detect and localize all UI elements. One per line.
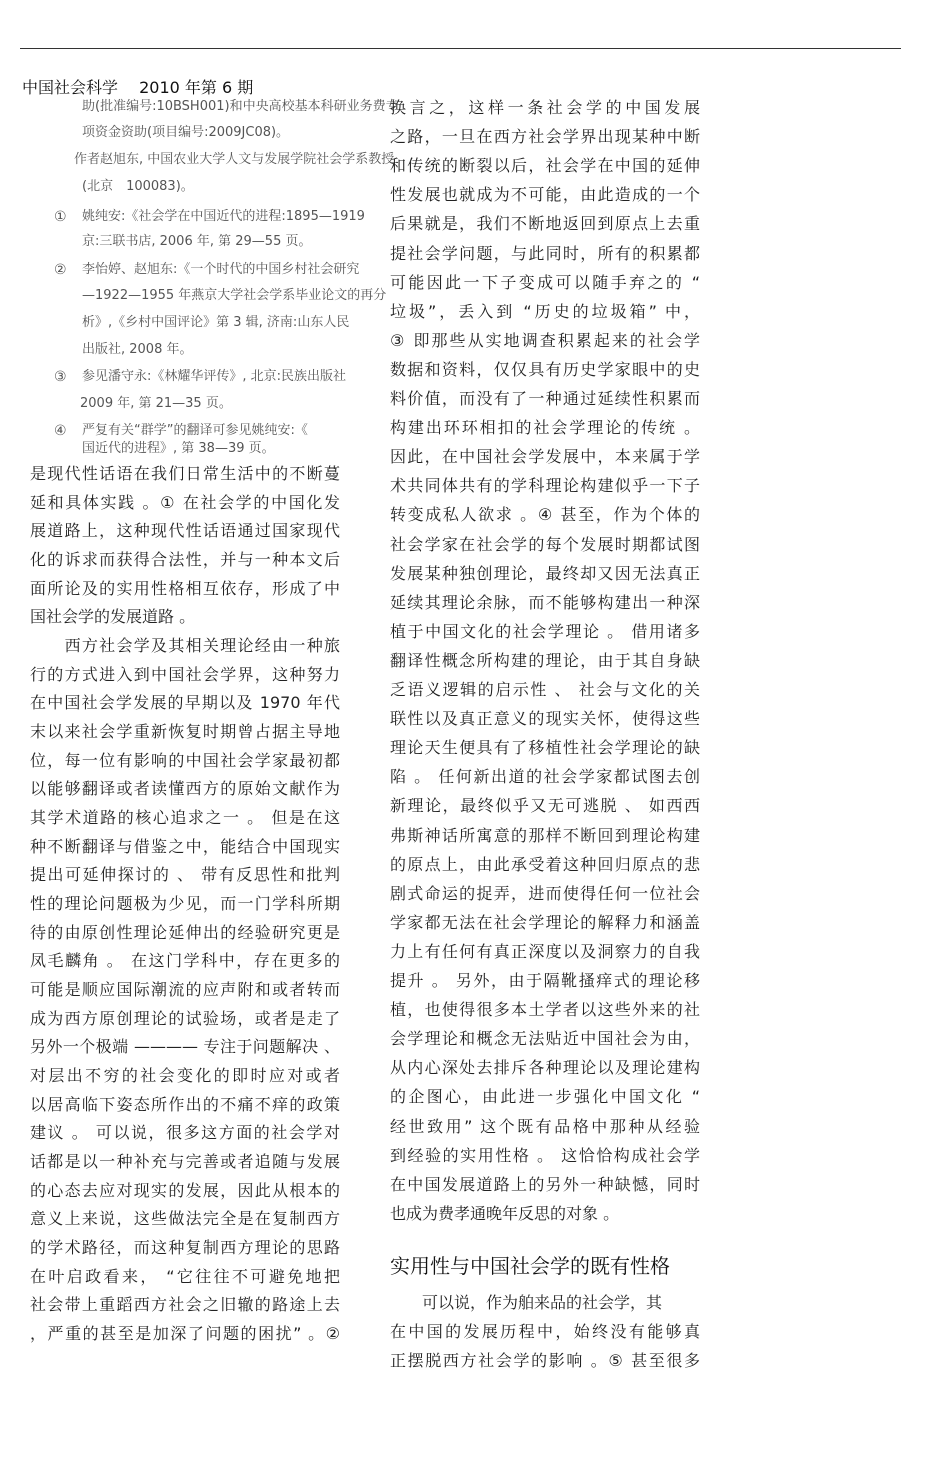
body-text-line: 垃圾”，丢入到 “历史的垃圾箱” 中， [390, 301, 700, 321]
body-text-line: 西方社会学及其相关理论经由一种旅 [30, 636, 340, 656]
body-text-line: 以居高临下姿态所作出的不痛不痒的政策 [30, 1094, 340, 1114]
body-text-line: ③ 即那些从实地调查积累起来的社会学 [390, 330, 700, 350]
body-text-line: 社会带上重蹈西方社会之旧辙的路途上去 [30, 1295, 340, 1315]
footnote-funding-line: 项资金资助(项目编号:2009JC08)。 [82, 125, 290, 140]
body-text-line: 因此，在中国社会学发展中，本来属于学 [390, 447, 700, 467]
body-text-line: 正摆脱西方社会学的影响 。⑤ 甚至很多 [390, 1351, 700, 1370]
body-text-line: 话都是以一种补充与完善或者追随与发展 [30, 1152, 340, 1172]
body-text-line: 植于中国文化的社会学理论 。 借用诸多 [390, 621, 700, 641]
footnote-line: 京:三联书店, 2006 年, 第 29—55 页。 [82, 234, 312, 249]
top-rule [20, 48, 901, 49]
body-text-line: 面所论及的实用性格相互依存，形成了中 [30, 578, 340, 598]
body-text-line: 在中国的发展历程中，始终没有能够真 [390, 1322, 700, 1341]
body-text-line: 后果就是，我们不断地返回到原点上去重 [390, 214, 700, 234]
body-text-line: 可以说，作为舶来品的社会学，其 [390, 1293, 663, 1312]
body-text-line: 理论天生便具有了移植性社会学理论的缺 [390, 738, 700, 758]
body-text-line: 其学术道路的核心追求之一 。 但是在这 [30, 808, 340, 828]
body-text-line: 待的由原创性理论延伸出的经验研究更是 [30, 922, 340, 942]
body-text-line: 行的方式进入到中国社会学界，这种努力 [30, 664, 340, 684]
body-text-line: 延续其理论余脉，而不能够构建出一种深 [390, 592, 700, 612]
running-header [22, 75, 253, 98]
body-text-line: 性发展也就成为不可能，由此造成的一个 [390, 185, 700, 205]
body-text-line: 术共同体共有的学科理论构建似乎一下子 [390, 476, 700, 496]
footnote-line: 参见潘守永:《林耀华评传》, 北京:民族出版社 [82, 369, 347, 384]
body-text-line: 提出可延伸探讨的 、 带有反思性和批判 [30, 865, 340, 885]
body-text-line: 末以来社会学重新恢复时期曾占据主导地 [30, 722, 340, 742]
footnote-number: ④ [54, 423, 67, 439]
body-text-line: 之路，一旦在西方社会学界出现某种中断 [390, 127, 700, 147]
body-text-line: 经世致用” 这个既有品格中那种从经验 [390, 1116, 700, 1136]
body-text-line: 从内心深处去排斥各种理论以及理论建构 [390, 1058, 700, 1078]
body-text-line: 料价值，而没有了一种通过延续性积累而 [390, 389, 700, 408]
body-text-line: 换言之，这样一条社会学的中国发展 [390, 98, 700, 117]
body-text-line: 成为西方原创理论的试验场，或者是走了 [30, 1008, 340, 1028]
body-text-line: 凤毛麟角 。 在这门学科中，存在更多的 [30, 951, 340, 971]
body-text-line: 建议 。 可以说，很多这方面的社会学对 [30, 1123, 340, 1143]
footnote-number: ③ [54, 369, 67, 385]
footnote-line: 2009 年, 第 21—35 页。 [80, 396, 232, 411]
section-heading: 实用性与中国社会学的既有性格 [390, 1254, 670, 1278]
footnote-line: 国近代的进程》, 第 38—39 页。 [82, 441, 275, 456]
footnote-line: —1922—1955 年燕京大学社会学系毕业论文的再分 [82, 288, 387, 303]
body-text-line: 可能是顺应国际潮流的应声附和或者转而 [30, 980, 340, 1000]
body-text-line: 提升 。 另外，由于隔靴搔痒式的理论移 [390, 971, 700, 990]
body-text-line: 在叶启政看来， “它往往不可避免地把 [30, 1266, 340, 1286]
issue-number: 2010 年第 6 期 [139, 78, 254, 97]
body-text-line: 性的理论问题极为少见，而一门学科所期 [30, 894, 340, 914]
body-text-line: 数据和资料，仅仅具有历史学家眼中的史 [390, 359, 700, 379]
body-text-line: 弗斯神话所寓意的那样不断回到理论构建 [390, 825, 700, 845]
body-text-line: 到经验的实用性格 。 这恰恰构成社会学 [390, 1145, 700, 1165]
footnote-number: ① [54, 209, 67, 225]
body-text-line: 翻译性概念所构建的理论，由于其自身缺 [390, 650, 700, 670]
body-text-line: 植，也使得很多本土学者以这些外来的社 [390, 1000, 700, 1020]
body-text-line: 陷 。 任何新出道的社会学家都试图去创 [390, 767, 700, 787]
footnote-line: 姚纯安:《社会学在中国近代的进程:1895—1919 [82, 209, 365, 224]
body-text-line: 在中国发展道路上的另外一种缺憾，同时 [390, 1174, 700, 1194]
body-text-line: ，严重的甚至是加深了问题的困扰” 。② [30, 1324, 340, 1344]
footnote-number: ② [54, 262, 67, 278]
body-text-line: 会学理论和概念无法贴近中国社会为由， [390, 1029, 700, 1049]
body-text-line: 展道路上，这种现代性话语通过国家现代 [30, 521, 340, 541]
body-text-line: 以能够翻译或者读懂西方的原始文献作为 [30, 779, 340, 799]
body-text-line: 意义上来说，这些做法完全是在复制西方 [30, 1209, 340, 1229]
footnote-line: 李怡婷、赵旭东:《一个时代的中国乡村社会研究 [82, 262, 360, 277]
body-text-line: 转变成私人欲求 。④ 甚至，作为个体的 [390, 505, 700, 525]
body-text-line: 对层出不穷的社会变化的即时应对或者 [30, 1066, 340, 1086]
body-text-line: 也成为费孝通晚年反思的对象 。 [390, 1203, 620, 1223]
body-text-line: 的心态去应对现实的发展，因此从根本的 [30, 1180, 340, 1200]
body-text-line: 力上有任何有真正深度以及洞察力的自我 [390, 941, 700, 961]
footnote-line: 出版社, 2008 年。 [82, 342, 193, 357]
body-text-line: 社会学家在社会学的每个发展时期都试图 [390, 534, 700, 554]
body-text-line: 新理论，最终似乎又无可逃脱 、 如西西 [390, 796, 700, 816]
body-text-line: 联性以及真正意义的现实关怀，使得这些 [390, 709, 700, 729]
footnote-author-line: (北京 100083)。 [82, 179, 194, 194]
footnote-line: 析》,《乡村中国评论》第 3 辑, 济南:山东人民 [82, 315, 350, 330]
body-text-line: 延和具体实践 。① 在社会学的中国化发 [30, 492, 340, 512]
body-text-line: 另外一个极端 ———— 专注于问题解决 、 [30, 1037, 340, 1057]
body-text-line: 的原点上，由此承受着这种回归原点的悲 [390, 854, 700, 874]
body-text-line: 的学术路径，而这种复制西方理论的思路 [30, 1238, 340, 1258]
body-text-line: 可能因此一下子变成可以随手弃之的 “ [390, 272, 700, 292]
footnote-line: 严复有关“群学”的翻译可参见姚纯安:《 [82, 423, 308, 438]
body-text-line: 构建出环环相扣的社会学理论的传统 。 [390, 418, 700, 438]
footnote-funding-line: 助(批准编号:10BSH001)和中央高校基本科研业务费专 [82, 99, 399, 114]
journal-name: 中国社会科学 [22, 78, 119, 97]
body-text-line: 种不断翻译与借鉴之中，能结合中国现实 [30, 836, 340, 856]
body-text-line: 位，每一位有影响的中国社会学家最初都 [30, 750, 340, 770]
body-text-line: 国社会学的发展道路 。 [30, 607, 196, 627]
body-text-line: 和传统的断裂以后，社会学在中国的延伸 [390, 156, 700, 176]
body-text-line: 发展某种独创理论，最终却又因无法真正 [390, 563, 700, 583]
body-text-line: 化的诉求而获得合法性，并与一种本文后 [30, 550, 340, 569]
body-text-line: 在中国社会学发展的早期以及 1970 年代 [30, 693, 340, 713]
body-text-line: 乏语义逻辑的启示性 、 社会与文化的关 [390, 680, 700, 699]
body-text-line: 的企图心，由此进一步强化中国文化 “ [390, 1087, 700, 1107]
body-text-line: 学家都无法在社会学理论的解释力和涵盖 [390, 912, 700, 932]
body-text-line: 是现代性话语在我们日常生活中的不断蔓 [30, 464, 340, 483]
body-text-line: 剧式命运的捉弄，进而使得任何一位社会 [390, 883, 700, 903]
body-text-line: 提社会学问题，与此同时，所有的积累都 [390, 243, 700, 263]
footnote-author-line: 作者赵旭东, 中国农业大学人文与发展学院社会学系教授 [74, 152, 395, 167]
